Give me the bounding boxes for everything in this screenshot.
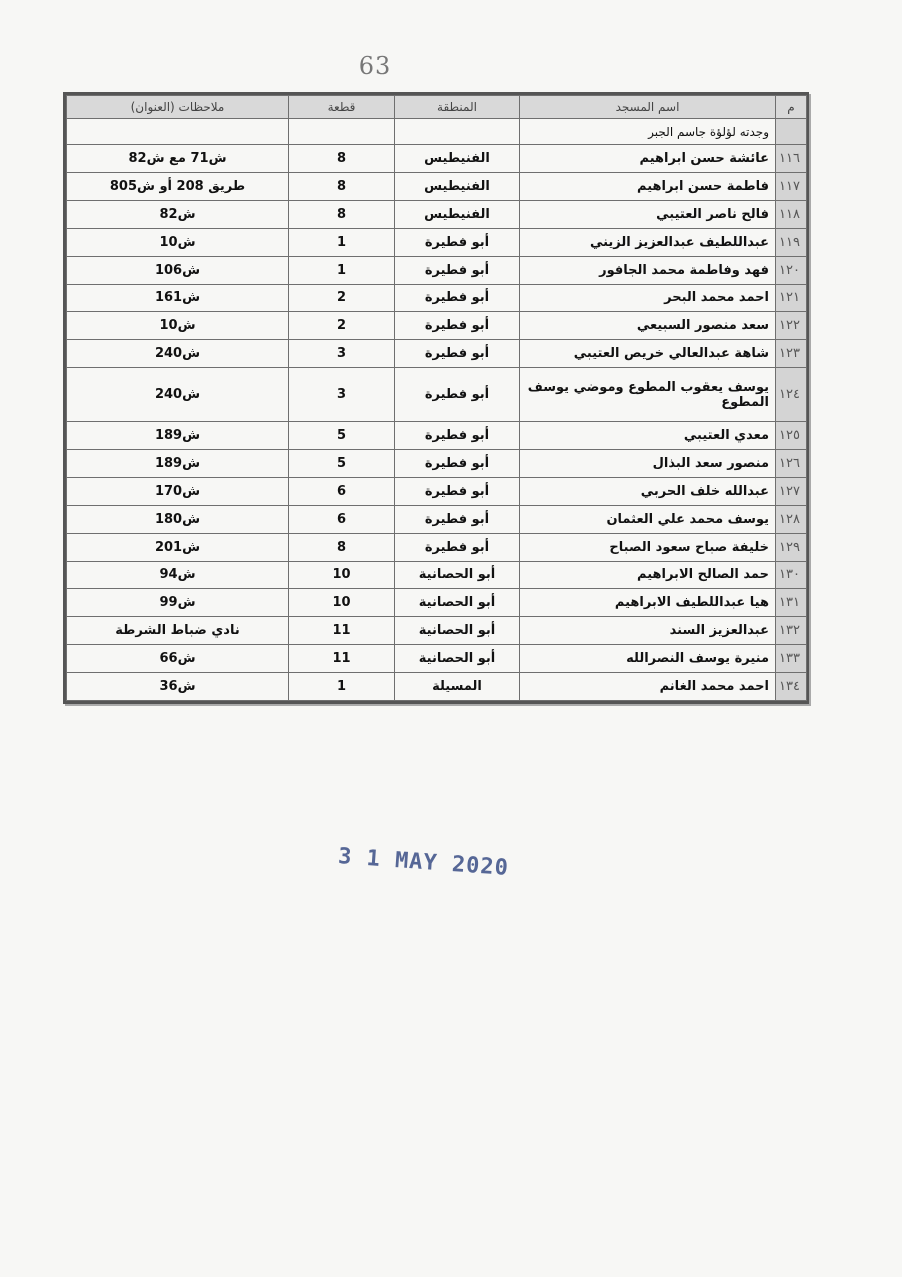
row-mosque-name: عائشة حسن ابراهيم bbox=[520, 145, 776, 173]
row-area: أبو فطيرة bbox=[395, 422, 520, 450]
continuation-row bbox=[67, 119, 807, 145]
row-notes: ش170 bbox=[67, 477, 289, 505]
table-row bbox=[67, 589, 807, 617]
row-block: 6 bbox=[289, 477, 395, 505]
row-block: 8 bbox=[289, 173, 395, 201]
row-mosque-name: فهد وفاطمة محمد الجافور bbox=[520, 256, 776, 284]
row-area: أبو فطيرة bbox=[395, 228, 520, 256]
row-mosque-name: يوسف يعقوب المطوع وموضي يوسف المطوع bbox=[520, 368, 776, 422]
table-row bbox=[67, 645, 807, 673]
table-row bbox=[67, 200, 807, 228]
row-area: أبو الحصانية bbox=[395, 561, 520, 589]
row-num: ١٣٣ bbox=[776, 645, 807, 673]
row-notes: ش240 bbox=[67, 340, 289, 368]
row-notes: طريق 208 أو ش805 bbox=[67, 173, 289, 201]
row-mosque-name: فاطمة حسن ابراهيم bbox=[520, 173, 776, 201]
page-number: 63 bbox=[358, 52, 392, 80]
row-num: ١٣٠ bbox=[776, 561, 807, 589]
table-row bbox=[67, 256, 807, 284]
row-block: 1 bbox=[289, 228, 395, 256]
mosque-table bbox=[66, 95, 807, 701]
table-row bbox=[67, 284, 807, 312]
row-area: أبو الحصانية bbox=[395, 589, 520, 617]
row-num: ١٢٥ bbox=[776, 422, 807, 450]
row-num: ١٢٩ bbox=[776, 533, 807, 561]
row-block: 8 bbox=[289, 200, 395, 228]
row-num: ١٣١ bbox=[776, 589, 807, 617]
date-stamp: 3 1 MAY 2020 bbox=[337, 844, 510, 881]
header-block: قطعة bbox=[289, 96, 395, 119]
row-block: 1 bbox=[289, 256, 395, 284]
row-num: ١١٧ bbox=[776, 173, 807, 201]
row-notes: ش10 bbox=[67, 312, 289, 340]
table-row bbox=[67, 533, 807, 561]
header-num: م bbox=[776, 96, 807, 119]
row-num: ١٣٢ bbox=[776, 617, 807, 645]
row-mosque-name: عبداللطيف عبدالعزيز الزيني bbox=[520, 228, 776, 256]
row-notes: ش99 bbox=[67, 589, 289, 617]
row-mosque-name: احمد محمد الغانم bbox=[520, 673, 776, 701]
row-area: أبو فطيرة bbox=[395, 477, 520, 505]
row-area: أبو فطيرة bbox=[395, 284, 520, 312]
row-area: أبو فطيرة bbox=[395, 256, 520, 284]
row-num: ١٢٦ bbox=[776, 450, 807, 478]
row-block: 2 bbox=[289, 312, 395, 340]
row-block: 3 bbox=[289, 340, 395, 368]
table-row bbox=[67, 561, 807, 589]
row-num: ١١٦ bbox=[776, 145, 807, 173]
header-area: المنطقة bbox=[395, 96, 520, 119]
table-header-row bbox=[67, 96, 807, 119]
row-notes: ش106 bbox=[67, 256, 289, 284]
row-num: ١١٨ bbox=[776, 200, 807, 228]
table-row bbox=[67, 228, 807, 256]
table-row bbox=[67, 673, 807, 701]
row-num: ١١٩ bbox=[776, 228, 807, 256]
row-area: أبو فطيرة bbox=[395, 533, 520, 561]
row-area: أبو فطيرة bbox=[395, 450, 520, 478]
row-block: 11 bbox=[289, 617, 395, 645]
row-notes: ش94 bbox=[67, 561, 289, 589]
row-mosque-name: خليفة صباح سعود الصباح bbox=[520, 533, 776, 561]
row-area: أبو فطيرة bbox=[395, 312, 520, 340]
row-notes: ش36 bbox=[67, 673, 289, 701]
row-num: ١٢١ bbox=[776, 284, 807, 312]
table-row bbox=[67, 450, 807, 478]
row-notes: ش71 مع ش82 bbox=[67, 145, 289, 173]
row-block: 6 bbox=[289, 505, 395, 533]
row-mosque-name: فالح ناصر العتيبي bbox=[520, 200, 776, 228]
row-mosque-name: هيا عبداللطيف الابراهيم bbox=[520, 589, 776, 617]
row-block: 8 bbox=[289, 533, 395, 561]
row-block: 3 bbox=[289, 368, 395, 422]
row-notes: نادي ضباط الشرطة bbox=[67, 617, 289, 645]
row-num: ١٢٢ bbox=[776, 312, 807, 340]
table-row bbox=[67, 422, 807, 450]
row-num bbox=[776, 119, 807, 145]
row-block: 8 bbox=[289, 145, 395, 173]
row-mosque-name: منصور سعد البذال bbox=[520, 450, 776, 478]
row-mosque-name: احمد محمد البحر bbox=[520, 284, 776, 312]
table-row bbox=[67, 477, 807, 505]
table-body bbox=[67, 119, 807, 701]
row-block: 5 bbox=[289, 422, 395, 450]
row-mosque-name: حمد الصالح الابراهيم bbox=[520, 561, 776, 589]
row-mosque-name: سعد منصور السبيعي bbox=[520, 312, 776, 340]
table-row bbox=[67, 173, 807, 201]
row-notes: ش82 bbox=[67, 200, 289, 228]
row-num: ١٢٠ bbox=[776, 256, 807, 284]
row-notes: ش180 bbox=[67, 505, 289, 533]
row-notes: ش189 bbox=[67, 422, 289, 450]
table-row bbox=[67, 145, 807, 173]
row-notes: ش161 bbox=[67, 284, 289, 312]
row-block: 1 bbox=[289, 673, 395, 701]
row-block: 2 bbox=[289, 284, 395, 312]
row-area: أبو فطيرة bbox=[395, 340, 520, 368]
row-area: أبو الحصانية bbox=[395, 617, 520, 645]
row-block: 10 bbox=[289, 561, 395, 589]
table-row bbox=[67, 505, 807, 533]
row-mosque-name: عبدالله خلف الحربي bbox=[520, 477, 776, 505]
row-mosque-name: منيرة يوسف النصرالله bbox=[520, 645, 776, 673]
mosque-table-frame bbox=[63, 92, 809, 704]
row-num: ١٢٣ bbox=[776, 340, 807, 368]
row-notes: ش66 bbox=[67, 645, 289, 673]
table-row bbox=[67, 340, 807, 368]
row-mosque-name: شاهة عبدالعالي خريص العتيبي bbox=[520, 340, 776, 368]
table-row bbox=[67, 368, 807, 422]
row-block: 11 bbox=[289, 645, 395, 673]
row-num: ١٢٧ bbox=[776, 477, 807, 505]
row-area: أبو فطيرة bbox=[395, 505, 520, 533]
table-row bbox=[67, 312, 807, 340]
row-block: 5 bbox=[289, 450, 395, 478]
row-mosque-name: عبدالعزيز السند bbox=[520, 617, 776, 645]
header-notes: ملاحظات (العنوان) bbox=[67, 96, 289, 119]
row-notes: ش10 bbox=[67, 228, 289, 256]
table-row bbox=[67, 617, 807, 645]
row-num: ١٢٨ bbox=[776, 505, 807, 533]
row-num: ١٢٤ bbox=[776, 368, 807, 422]
row-mosque-name: يوسف محمد علي العثمان bbox=[520, 505, 776, 533]
row-area: الفنيطيس bbox=[395, 145, 520, 173]
row-area: الفنيطيس bbox=[395, 173, 520, 201]
row-mosque-name: معدي العتيبي bbox=[520, 422, 776, 450]
header-name: اسم المسجد bbox=[520, 96, 776, 119]
row-notes: ش240 bbox=[67, 368, 289, 422]
row-notes: ش201 bbox=[67, 533, 289, 561]
row-area: الفنيطيس bbox=[395, 200, 520, 228]
row-area: أبو الحصانية bbox=[395, 645, 520, 673]
row-notes: ش189 bbox=[67, 450, 289, 478]
row-block: 10 bbox=[289, 589, 395, 617]
continuation-text: وجدته لؤلؤة جاسم الجبر bbox=[520, 119, 776, 145]
row-area: أبو فطيرة bbox=[395, 368, 520, 422]
row-num: ١٣٤ bbox=[776, 673, 807, 701]
row-area: المسيلة bbox=[395, 673, 520, 701]
